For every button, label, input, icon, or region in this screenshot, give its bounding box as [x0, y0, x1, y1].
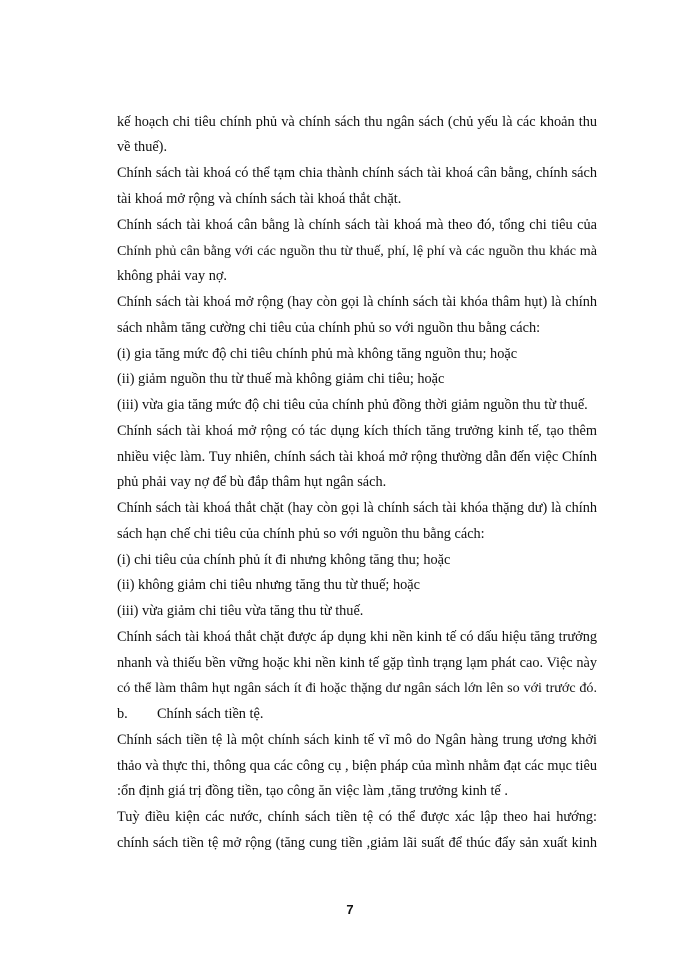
section-letter: b.: [117, 706, 128, 722]
text-line: (i) gia tăng mức độ chi tiêu chính phủ mà không tăng nguồn thu; hoặc: [117, 346, 518, 362]
text-line: thảo và thực thi, thông qua các công cụ , biện pháp của mình nhằm đạt các mục tiêu: [117, 758, 597, 774]
text-line: Chính sách tài khoá thắt chặt được áp dụng khi nền kinh tế có dấu hiệu tăng trưởng: [117, 629, 597, 645]
text-line: Chính sách tài khoá có thể tạm chia thành chính sách tài khoá cân bằng, chính sách: [117, 165, 597, 181]
text-line: sách hạn chế chi tiêu của chính phủ so với nguồn thu bằng cách:: [117, 526, 485, 542]
text-line: :ổn định giá trị đồng tiền, tạo công ăn việc làm ,tăng trưởng kinh tế .: [117, 783, 508, 799]
text-line: Chính sách tài khoá cân bằng là chính sách tài khoá mà theo đó, tổng chi tiêu của: [117, 217, 597, 233]
text-line: tài khoá mở rộng và chính sách tài khoá thắt chặt.: [117, 191, 402, 207]
text-line: không phải vay nợ.: [117, 268, 228, 284]
text-line: (ii) không giảm chi tiêu nhưng tăng thu từ thuế; hoặc: [117, 577, 420, 593]
text-line: sách nhằm tăng cường chi tiêu của chính phủ so với nguồn thu bằng cách:: [117, 320, 541, 336]
text-line: về thuế).: [117, 139, 168, 155]
text-line: nhiều việc làm. Tuy nhiên, chính sách tài khoá mở rộng thường dẫn đến việc Chính: [117, 449, 597, 465]
text-line: phủ phải vay nợ để bù đắp thâm hụt ngân sách.: [117, 474, 387, 490]
page-number: 7: [346, 902, 354, 917]
text-line: Chính sách tiền tệ là một chính sách kinh tế vĩ mô do Ngân hàng trung ương khởi: [117, 732, 597, 748]
text-line: nhanh và thiếu bền vững hoặc khi nền kinh tế gặp tình trạng lạm phát cao. Việc này: [117, 655, 597, 671]
text-line: Chính sách tài khoá mở rộng (hay còn gọi là chính sách tài khóa thâm hụt) là chính: [117, 294, 597, 310]
section-heading: [117, 704, 597, 724]
section-title: Chính sách tiền tệ.: [157, 706, 264, 722]
text-line: chính sách tiền tệ mở rộng (tăng cung tiền ,giảm lãi suất để thúc đẩy sản xuất kinh: [117, 835, 597, 851]
text-line: có thể làm thâm hụt ngân sách ít đi hoặc thặng dư ngân sách lớn lên so với trước đó.: [117, 680, 597, 696]
text-line: kế hoạch chi tiêu chính phủ và chính sách thu ngân sách (chủ yếu là các khoản thu: [117, 114, 597, 130]
text-line: (i) chi tiêu của chính phủ ít đi nhưng không tăng thu; hoặc: [117, 552, 451, 568]
text-line: Chính sách tài khoá thắt chặt (hay còn gọi là chính sách tài khóa thặng dư) là chính: [117, 500, 597, 516]
text-line: Chính sách tài khoá mở rộng có tác dụng kích thích tăng trưởng kinh tế, tạo thêm: [117, 423, 597, 439]
text-line: (iii) vừa gia tăng mức độ chi tiêu của chính phủ đồng thời giảm nguồn thu từ thuế.: [117, 397, 588, 413]
text-line: Tuỳ điều kiện các nước, chính sách tiền tệ có thể được xác lập theo hai hướng:: [117, 809, 597, 825]
text-line: (ii) giảm nguồn thu từ thuế mà không giảm chi tiêu; hoặc: [117, 371, 445, 387]
text-line: (iii) vừa giảm chi tiêu vừa tăng thu từ thuế.: [117, 603, 364, 619]
text-line: Chính phủ cân bằng với các nguồn thu từ thuế, phí, lệ phí và các nguồn thu khác mà: [117, 243, 597, 259]
